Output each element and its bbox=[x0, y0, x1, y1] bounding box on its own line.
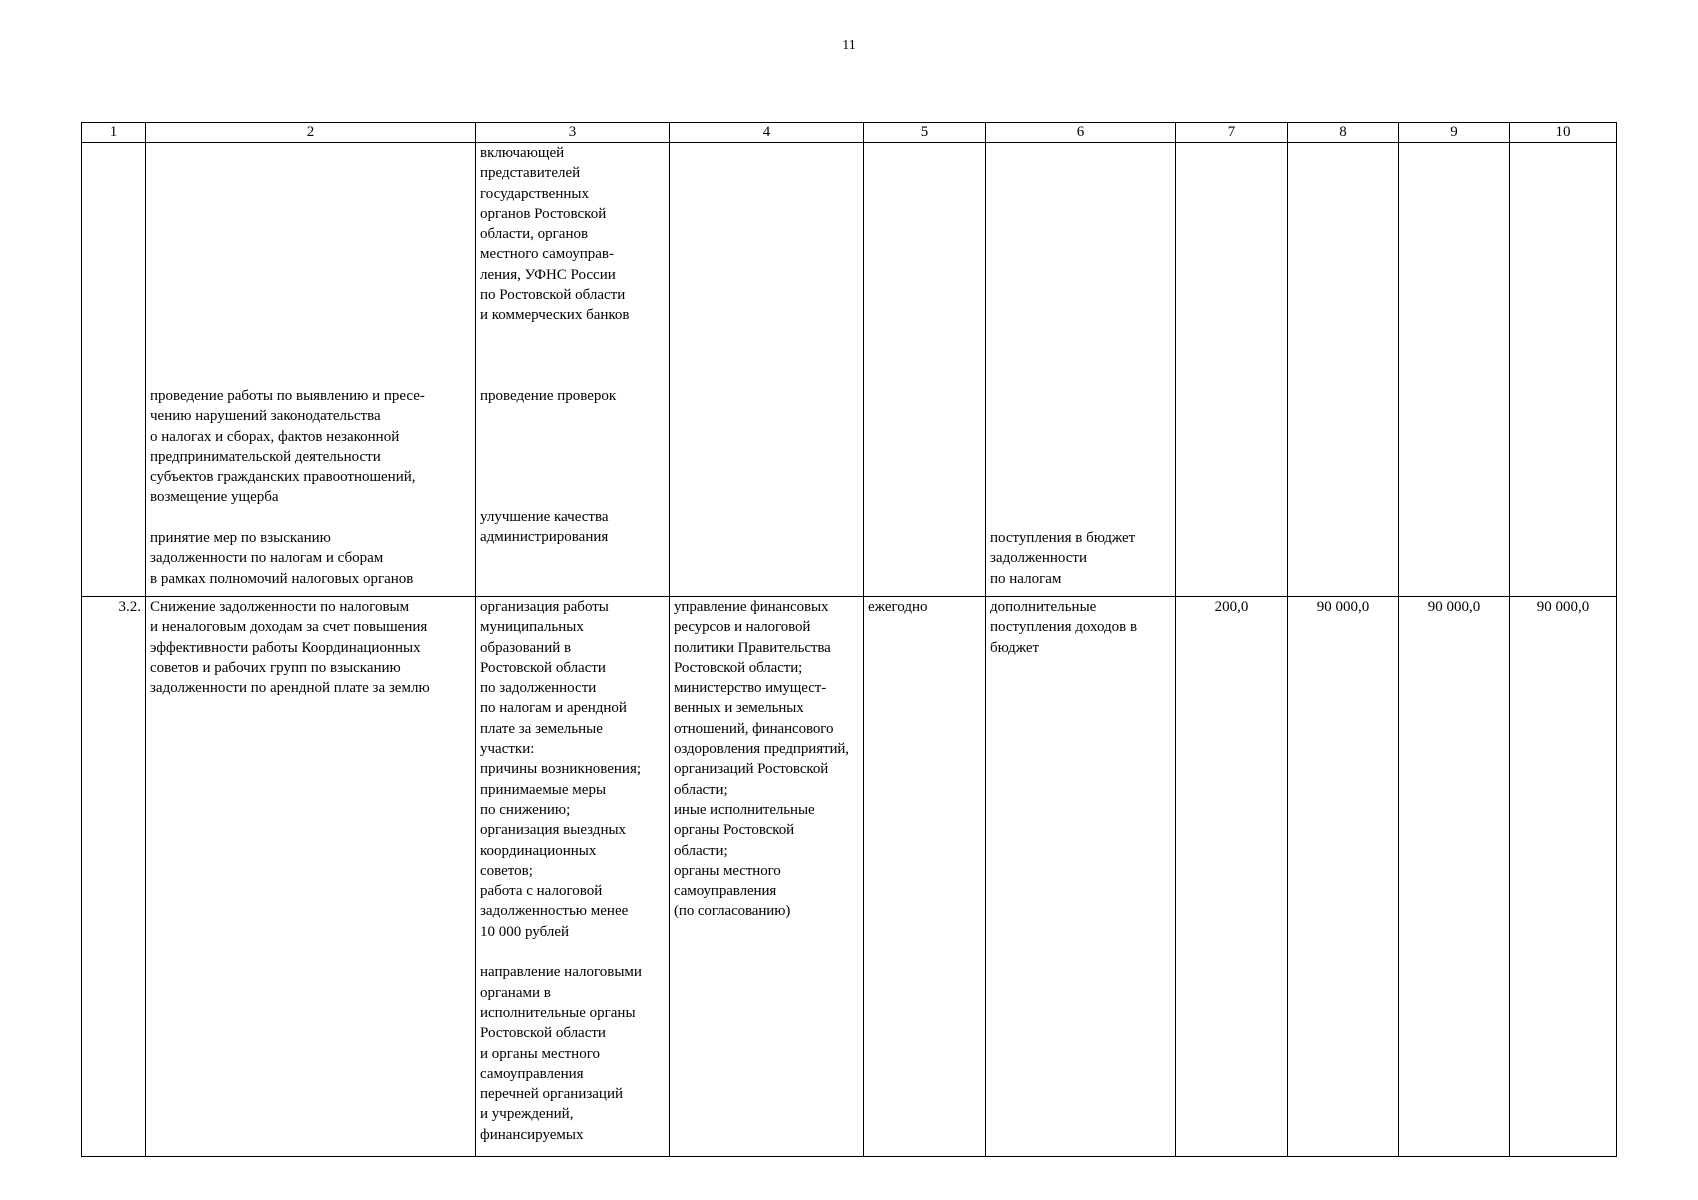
cell-num bbox=[82, 143, 146, 597]
page-number: 11 bbox=[842, 38, 856, 53]
content-organization: организация работы муниципальных образований в Ростовской области по задолженности по налогам и арендной плате за земельные участки: причины возникновения; принимаемые меры по снижению; организация выездных координационных советов; работа с налоговой задолженностью менее 10 000 рублей bbox=[480, 599, 642, 940]
header-col-6: 6 bbox=[986, 123, 1176, 143]
measure-inspections: проведение работы по выявлению и пресе- чению нарушений законодательства о налогах и сборах, фактов незаконной предпринимательской деятельности субъектов гражданских правоотношений, возмещение ущерба bbox=[150, 388, 425, 506]
cell-value-7 bbox=[1176, 143, 1288, 597]
cell-measure bbox=[146, 143, 476, 597]
spacer bbox=[150, 508, 471, 528]
spacer bbox=[480, 406, 665, 507]
table-row-3-2 bbox=[82, 597, 1617, 1157]
cell-result bbox=[986, 143, 1176, 597]
measure-title: Снижение задолженности по налоговым и неналоговым доходам за счет повышения эффективности работы Координационных советов и рабочих групп по взысканию задолженности по арендной плате за землю bbox=[146, 597, 476, 1157]
value-col-8: 90 000,0 bbox=[1288, 597, 1399, 1157]
spacer bbox=[150, 143, 471, 386]
measure-debt-collection: принятие мер по взысканию задолженности по налогам и сборам в рамках полномочий налоговых органов bbox=[150, 530, 414, 587]
content-commission: включающей представителей государственных органов Ростовской области, органов местного самоуправ- ления, УФНС России по Ростовской области и коммерческих банков bbox=[480, 145, 630, 324]
content-administration: улучшение качества администрирования bbox=[480, 508, 609, 546]
spacer bbox=[480, 326, 665, 386]
cell-deadline bbox=[864, 143, 986, 597]
executors: управление финансовых ресурсов и налоговой политики Правительства Ростовской области; министерство имущест- венных и земельных отношений, финансового оздоровления предприятий, организаций Ростовской области; иные исполнительные органы Ростовской области; органы местного самоуправления (по согласованию) bbox=[670, 597, 864, 1157]
spacer bbox=[480, 942, 665, 962]
value-col-10: 90 000,0 bbox=[1510, 597, 1617, 1157]
result-tax-receipts: поступления в бюджет задолженности по налогам bbox=[990, 530, 1136, 587]
header-col-4: 4 bbox=[670, 123, 864, 143]
expected-result: дополнительные поступления доходов в бюджет bbox=[986, 597, 1176, 1157]
cell-value-9 bbox=[1399, 143, 1510, 597]
cell-content bbox=[476, 597, 670, 1157]
cell-executors bbox=[670, 143, 864, 597]
measures-table bbox=[81, 122, 1617, 1157]
row-number: 3.2. bbox=[82, 597, 146, 1157]
header-col-7: 7 bbox=[1176, 123, 1288, 143]
cell-value-10 bbox=[1510, 143, 1617, 597]
table-row-continued bbox=[82, 143, 1617, 597]
value-col-9: 90 000,0 bbox=[1399, 597, 1510, 1157]
header-col-3: 3 bbox=[476, 123, 670, 143]
header-col-5: 5 bbox=[864, 123, 986, 143]
header-col-1: 1 bbox=[82, 123, 146, 143]
cell-content bbox=[476, 143, 670, 597]
header-col-10: 10 bbox=[1510, 123, 1617, 143]
spacer bbox=[990, 143, 1171, 528]
cell-value-8 bbox=[1288, 143, 1399, 597]
header-col-9: 9 bbox=[1399, 123, 1510, 143]
header-row bbox=[82, 123, 1617, 143]
content-inspections: проведение проверок bbox=[480, 387, 617, 404]
header-col-2: 2 bbox=[146, 123, 476, 143]
deadline: ежегодно bbox=[864, 597, 986, 1157]
value-col-7: 200,0 bbox=[1176, 597, 1288, 1157]
header-col-8: 8 bbox=[1288, 123, 1399, 143]
content-lists: направление налоговыми органами в исполнительные органы Ростовской области и органы местного самоуправления перечней организаций и учреждений, финансируемых bbox=[480, 964, 642, 1143]
